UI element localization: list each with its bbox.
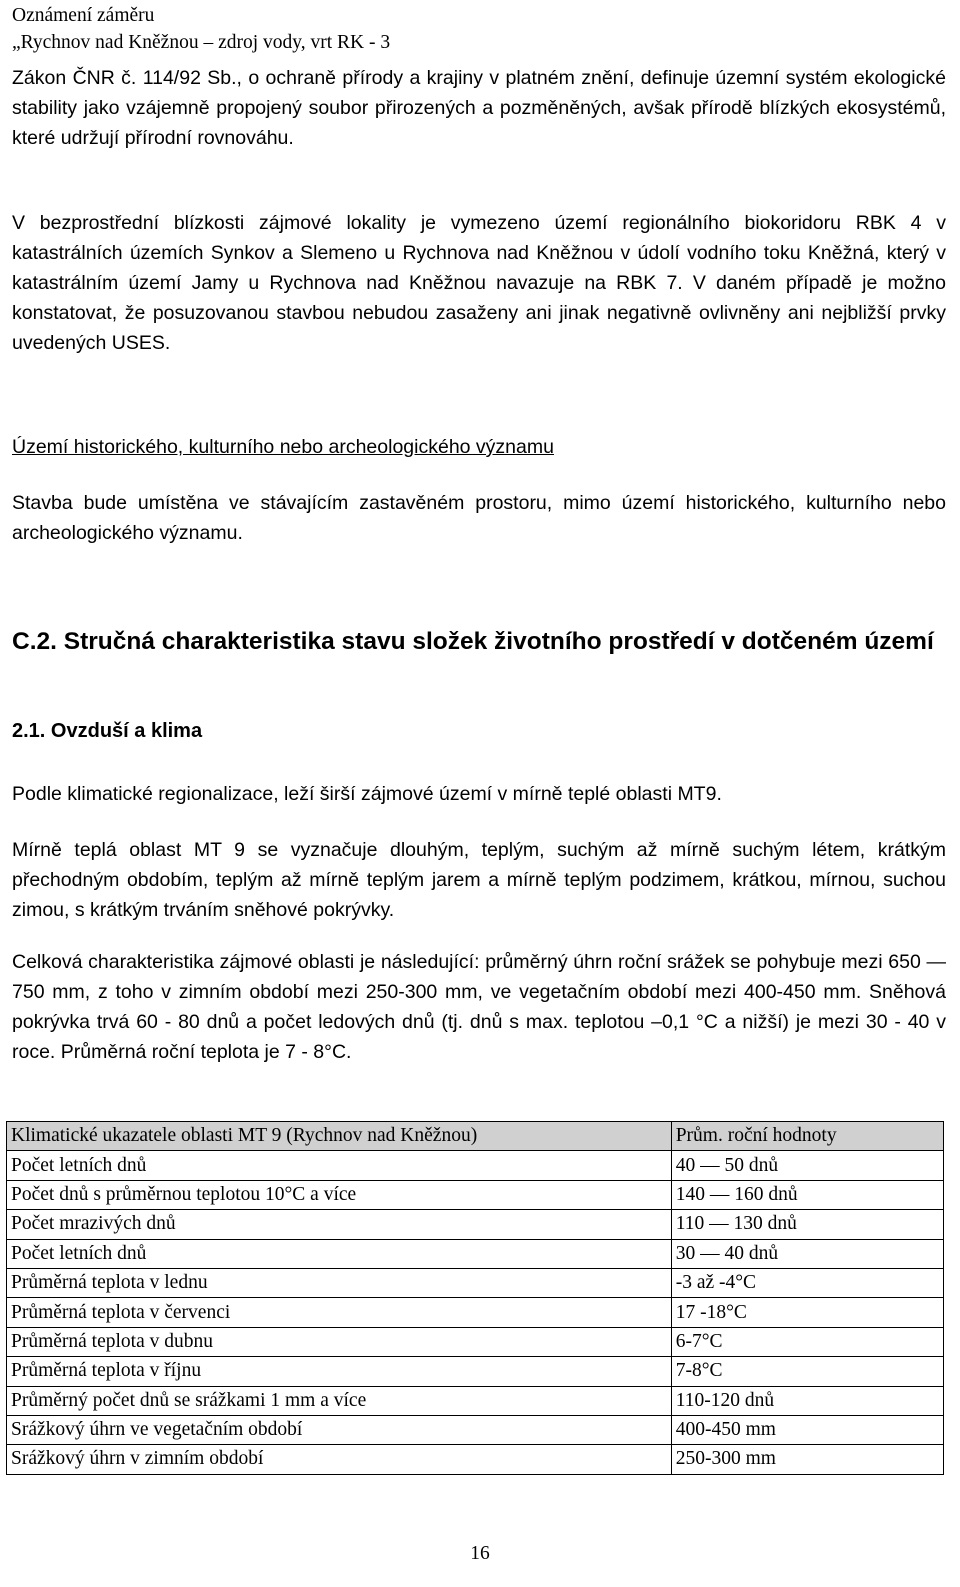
value-cell: 110-120 dnů [671, 1386, 943, 1415]
indicator-cell: Průměrná teplota v lednu [7, 1268, 672, 1297]
value-cell: 6-7°C [671, 1327, 943, 1356]
table-row [7, 1210, 944, 1239]
indicator-cell: Průměrná teplota v dubnu [7, 1327, 672, 1356]
climate-table [6, 1121, 944, 1475]
value-cell: 110 — 130 dnů [671, 1210, 943, 1239]
value-cell: 7-8°C [671, 1357, 943, 1386]
value-cell: -3 až -4°C [671, 1268, 943, 1297]
table-row [7, 1415, 944, 1444]
header-title: Oznámení záměru [12, 5, 155, 26]
indicator-cell: Průměrná teplota v říjnu [7, 1357, 672, 1386]
subheading-historic-area: Území historického, kulturního nebo archeologického významu [12, 436, 554, 458]
table-row [7, 1386, 944, 1415]
value-cell: 30 — 40 dnů [671, 1239, 943, 1268]
paragraph-regionalization: Podle klimatické regionalizace, leží širší zájmové území v mírně teplé oblasti MT9. [12, 783, 722, 805]
indicator-cell: Počet letních dnů [7, 1239, 672, 1268]
table-header-cell: Klimatické ukazatele oblasti MT 9 (Rychnov nad Kněžnou) [7, 1122, 672, 1151]
table-row [7, 1298, 944, 1327]
indicator-cell: Průměrný počet dnů se srážkami 1 mm a více [7, 1386, 672, 1415]
paragraph-uses-definition: Zákon ČNR č. 114/92 Sb., o ochraně přírody a krajiny v platném znění, definuje územní systém ekologické stability jako vzájemně propojený soubor přirozených a pozměněných, avšak přírodě blízkých ekosystémů, které udržují přírodní rovnováhu. [12, 67, 946, 149]
indicator-cell: Počet mrazivých dnů [7, 1210, 672, 1239]
table-header-row [7, 1122, 944, 1151]
table-row [7, 1180, 944, 1209]
section-heading-c2: C.2. Stručná charakteristika stavu složek životního prostředí v dotčeném území [12, 628, 934, 655]
indicator-cell: Počet letních dnů [7, 1151, 672, 1180]
document-header [12, 2, 390, 56]
page-number: 16 [470, 1543, 490, 1564]
paragraph-climate-summary: Celková charakteristika zájmové oblasti je následující: průměrný úhrn roční srážek se pohybuje mezi 650 — 750 mm, z toho v zimním období mezi 250-300 mm, ve vegetačním období mezi 400-450 mm. Sněhová pokrývka trvá 60 - 80 dnů a počet ledových dnů (tj. dnů s max. teplotou –0,1 °C a nižší) je mezi 30 - 40 v roce. Průměrná roční teplota je 7 - 8°C. [12, 951, 946, 1063]
indicator-cell: Srážkový úhrn ve vegetačním období [7, 1415, 672, 1444]
table-row [7, 1239, 944, 1268]
value-cell: 17 -18°C [671, 1298, 943, 1327]
table-header-cell: Prům. roční hodnoty [671, 1122, 943, 1151]
paragraph-mt9-description: Mírně teplá oblast MT 9 se vyznačuje dlouhým, teplým, suchým až mírně suchým létem, krátkým přechodným obdobím, teplým až mírně teplým jarem a mírně teplým podzimem, krátkou, mírnou, suchou zimou, s krátkým trváním sněhové pokrývky. [12, 839, 946, 921]
value-cell: 400-450 mm [671, 1415, 943, 1444]
header-project: „Rychnov nad Kněžnou – zdroj vody, vrt RK - 3 [12, 32, 391, 53]
table-row [7, 1445, 944, 1474]
paragraph-historic-area: Stavba bude umístěna ve stávajícím zastavěném prostoru, mimo území historického, kulturního nebo archeologického významu. [12, 492, 946, 544]
table-row [7, 1357, 944, 1386]
value-cell: 250-300 mm [671, 1445, 943, 1474]
table-row [7, 1268, 944, 1297]
indicator-cell: Srážkový úhrn v zimním období [7, 1445, 672, 1474]
value-cell: 40 — 50 dnů [671, 1151, 943, 1180]
section-heading-2-1: 2.1. Ovzduší a klima [12, 720, 203, 742]
table-row [7, 1151, 944, 1180]
indicator-cell: Průměrná teplota v červenci [7, 1298, 672, 1327]
paragraph-biokoridor: V bezprostřední blízkosti zájmové lokality je vymezeno území regionálního biokoridoru RBK 4 v katastrálních územích Synkov a Slemeno u Rychnova nad Kněžnou v údolí vodního toku Kněžná, který v katastrálním území Jamy u Rychnova nad Kněžnou navazuje na RBK 7. V daném případě je možno konstatovat, že posuzovanou stavbou nebudou zasaženy ani jinak negativně ovlivněny ani nejbližší prvky uvedených USES. [12, 212, 946, 354]
table-row [7, 1327, 944, 1356]
value-cell: 140 — 160 dnů [671, 1180, 943, 1209]
indicator-cell: Počet dnů s průměrnou teplotou 10°C a více [7, 1180, 672, 1209]
